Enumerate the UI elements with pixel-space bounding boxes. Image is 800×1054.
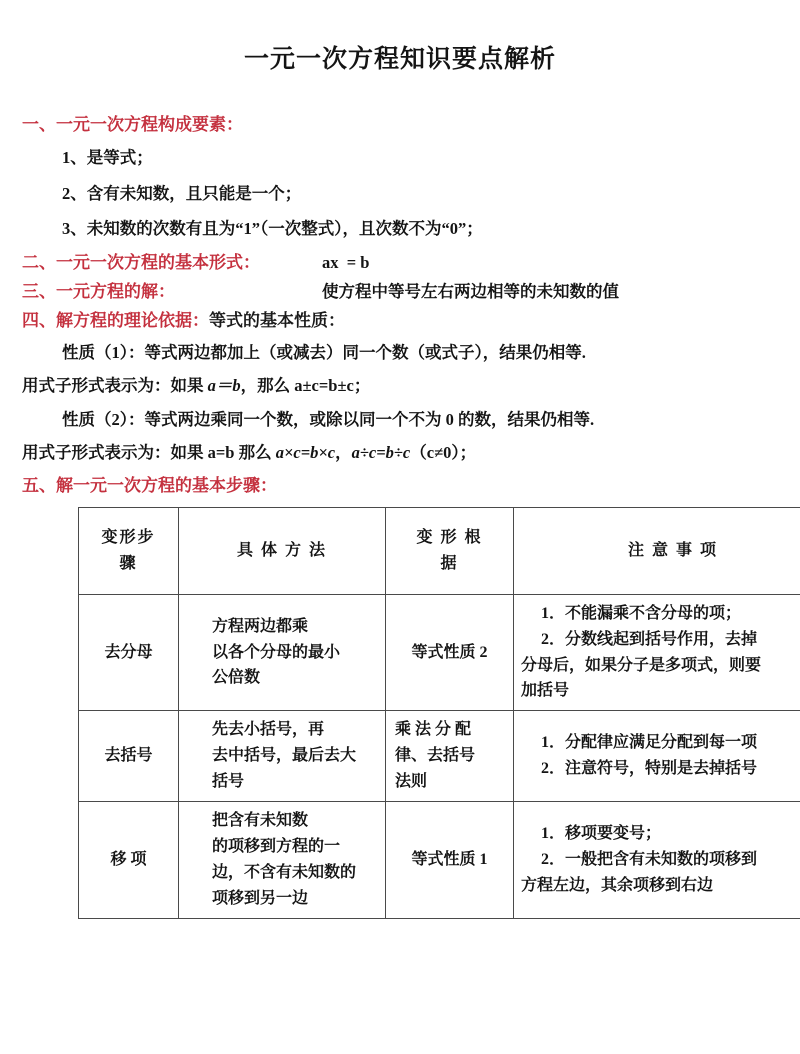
row-2-basis-lines [395,717,506,795]
steps-table [78,507,800,919]
table-header [79,507,800,594]
row-3-method-line-2: 的项移到方程的一 [212,837,341,855]
row-2-method-line-1: 先去小括号，再 [212,721,325,739]
table-header-row [79,507,800,594]
table-row [79,594,800,711]
spacer [22,430,778,442]
row-2-basis-line-2: 律、去括号 [395,747,476,765]
row-1-method-line-3: 公倍数 [212,669,261,687]
spacer [22,169,778,183]
table-header-notes [514,507,800,594]
section-4-heading-red: 四、解方程的理论依据： [22,311,209,331]
formula2-suffix: （c≠0）； [410,443,477,462]
spacer [22,397,778,409]
property-1-formula [22,375,778,396]
property-2-formula [22,442,778,463]
row-2-basis-line-1: 乘 法 分 配 [395,721,472,739]
section-3-row [22,281,778,302]
spacer [22,74,778,96]
row-1-method [179,594,386,711]
row-1-notes-line-1: 1．不能漏乘不含分母的项； [541,604,742,622]
section-1-item-1: 1、是等式； [62,148,153,168]
row-3-notes-lines [521,821,800,899]
spacer [22,363,778,375]
row-3-notes-line-2: 2．一般把含有未知数的项移到 [541,850,758,868]
section-heading-1: 一、一元一次方程构成要素： [22,115,243,134]
row-3-notes [514,802,800,919]
row-2-step: 去括号 [79,711,179,802]
section-heading-4 [22,310,778,331]
row-1-notes [514,594,800,711]
row-1-method-line-1: 方程两边都乘 [212,617,309,635]
spacer [22,96,778,114]
header-step-line-2: 骤 [119,554,138,572]
header-step-lines [86,525,171,577]
section-2-row [22,252,778,273]
section-2-value: ax = b [322,252,370,272]
row-3-notes-line-1: 1．移项要变号； [541,824,662,842]
row-3-notes-line-3: 方程左边，其余项移到右边 [521,876,714,894]
property-1-text: 性质（1）：等式两边都加上（或减去）同一个数（或式子），结果仍相等. [62,342,586,362]
formula2-mid: ， [335,443,352,462]
section-1-item-2: 2、含有未知数，且只能是一个； [62,183,302,203]
row-3-method-lines [186,808,378,912]
row-1-step: 去分母 [79,594,179,711]
formula2-var-div: a÷c=b÷c [351,443,411,462]
row-3-method-line-3: 边，不含有未知数的 [212,863,357,881]
table-row [79,711,800,802]
section-heading-5: 五、解一元一次方程的基本步骤： [22,476,277,496]
row-3-method-line-1: 把含有未知数 [212,812,309,830]
section-heading-3: 三、一元方程的解： [22,282,175,301]
row-2-notes [514,711,800,802]
section-1-item-3: 3、未知数的次数有且为“1”（一次整式），且次数不为“0”； [62,219,483,239]
row-3-method-line-4: 项移到另一边 [212,889,309,907]
table-header-step [79,507,179,594]
table-header-method [179,507,386,594]
row-2-method-line-3: 括号 [212,773,245,791]
row-2-method-lines [186,717,378,795]
table-row [79,802,800,919]
spacer [22,273,778,281]
formula-prefix: 用式子形式表示为：如果 [22,376,208,396]
section-3-value: 使方程中等号左右两边相等的未知数的值 [322,282,619,301]
table-body [79,594,800,918]
header-notes-line-1: 注 意 事 项 [627,541,718,559]
header-basis-lines [393,525,506,577]
spacer [22,135,778,147]
page-title: 一元一次方程知识要点解析 [243,45,556,73]
spacer [22,204,778,218]
row-3-step: 移 项 [79,802,179,919]
row-2-notes-line-1: 1．分配律应满足分配到每一项 [541,734,758,752]
row-2-notes-line-2: 2．注意符号，特别是去掉括号 [541,760,758,778]
spacer [22,463,778,475]
row-1-notes-line-2: 2．分数线起到括号作用，去掉 [541,630,758,648]
row-3-method [179,802,386,919]
table-header-basis [386,507,514,594]
spacer [22,302,778,310]
formula-var-ab: a＝b [207,376,241,396]
header-basis-line-1: 变 形 根 [416,528,483,546]
section-4-heading-black: 等式的基本性质： [209,311,345,331]
row-2-method-line-2: 去中括号，最后去大 [212,747,357,765]
row-1-basis: 等式性质 2 [386,594,514,711]
spacer [22,332,778,342]
formula2-prefix: 用式子形式表示为：如果 a=b 那么 [22,443,276,462]
property-2-text: 性质（2）：等式两边乘同一个数，或除以同一个不为 0 的数，结果仍相等. [62,409,595,429]
row-2-method [179,711,386,802]
header-basis-line-2: 据 [440,554,459,572]
header-step-line-1: 变形步 [101,528,156,546]
spacer [22,240,778,252]
formula-mid: ，那么 a±c=b±c； [240,376,371,396]
row-2-notes-lines [521,730,800,782]
row-1-notes-line-4: 加括号 [521,682,570,700]
row-1-method-lines [186,614,378,692]
row-2-basis [386,711,514,802]
header-method-line-1: 具 体 方 法 [236,541,327,559]
row-2-basis-line-3: 法则 [395,773,428,791]
row-1-notes-line-3: 分母后，如果分子是多项式，则要 [521,656,762,674]
row-1-notes-lines [521,601,800,705]
section-heading-2: 二、一元一次方程的基本形式： [22,252,260,272]
row-3-basis: 等式性质 1 [386,802,514,919]
formula2-var-mult: a×c=b×c [275,443,336,462]
row-1-method-line-2: 以各个分母的最小 [212,643,341,661]
